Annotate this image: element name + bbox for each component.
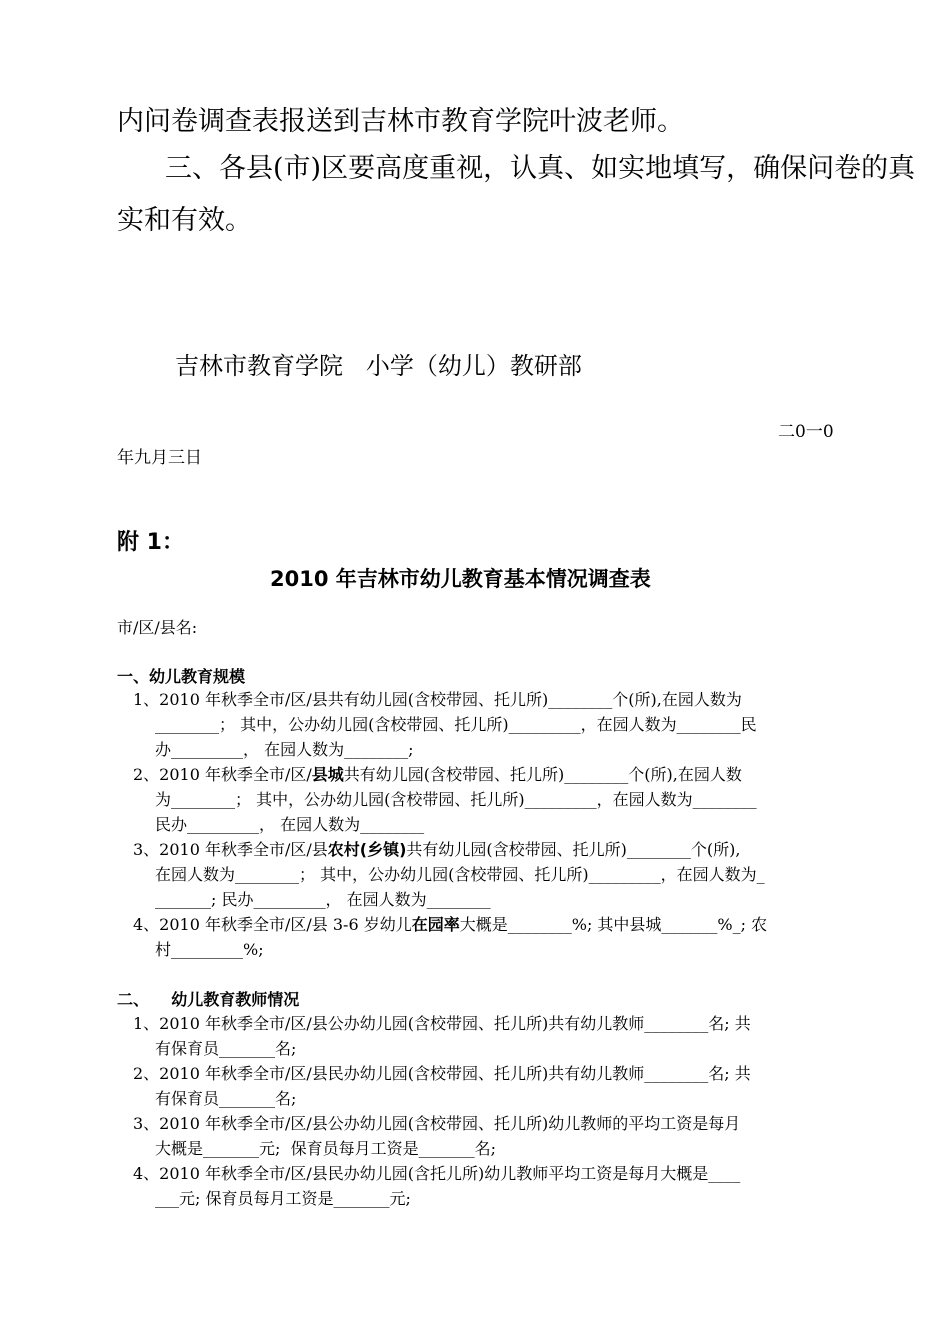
form-title: 2010 年吉林市幼儿教育基本情况调查表 [270, 567, 651, 591]
question-line: 1、2010 年秋季全市/区/县共有幼儿园(含校带园、托儿所)________个(所),在园人数为 [133, 690, 742, 709]
region-label: 市/区/县名: [117, 618, 198, 637]
question-line: 2、2010 年秋季全市/区/县民办幼儿园(含校带园、托儿所)共有幼儿教师________名; 共 [133, 1064, 751, 1083]
intro-item-three-line: 三、各县(市)区要高度重视，认真、如实地填写，确保问卷的真 [165, 153, 916, 184]
date-month-day: 年九月三日 [117, 448, 202, 468]
date-year: 二0一0 [778, 422, 834, 442]
question-line [133, 838, 740, 862]
question-line: 1、2010 年秋季全市/区/县公办幼儿园(含校带园、托儿所)共有幼儿教师________名; 共 [133, 1014, 751, 1033]
question-text: 大概是________%; 其中县城_______%_; 农 [459, 915, 768, 934]
question-line: 有保育员_______名; [155, 1089, 297, 1108]
question-line: 村_________%; [155, 940, 264, 959]
question-line: ___元; 保育员每月工资是_______元; [155, 1189, 411, 1208]
question-line: 有保育员_______名; [155, 1039, 297, 1058]
intro-paragraph-line: 内问卷调查表报送到吉林市教育学院叶波老师。 [117, 106, 684, 137]
question-line: 在园人数为________； 其中，公办幼儿园(含校带园、托儿所)_________，在园人数为_ [155, 865, 765, 884]
question-text: 3、2010 年秋季全市/区/县 [133, 840, 328, 859]
attachment-label: 附 1： [117, 530, 184, 555]
section-heading: 一、幼儿教育规模 [117, 667, 246, 686]
question-line [133, 913, 767, 937]
question-line: 大概是_______元; 保育员每月工资是_______名; [155, 1139, 496, 1158]
emphasis-text: 在园率 [411, 915, 460, 934]
question-line [133, 763, 742, 787]
emphasis-text: 县城 [311, 765, 344, 784]
question-text: 4、2010 年秋季全市/区/县 3-6 岁幼儿 [133, 915, 412, 934]
question-line: 为________； 其中，公办幼儿园(含校带园、托儿所)_________，在园人数为________ [155, 790, 757, 809]
question-line: ________； 其中，公办幼儿园(含校带园、托儿所)_________，在园人数为________民 [155, 715, 757, 734]
signature: 吉林市教育学院 小学（幼儿）教研部 [175, 352, 582, 380]
question-line: _______; 民办_________， 在园人数为________ [155, 890, 491, 909]
emphasis-text: 农村(乡镇) [327, 840, 407, 859]
question-line: 办_________， 在园人数为________; [155, 740, 414, 759]
question-text: 共有幼儿园(含校带园、托儿所)________个(所), [406, 840, 741, 859]
question-line: 民办_________， 在园人数为________ [155, 815, 425, 834]
question-line: 3、2010 年秋季全市/区/县公办幼儿园(含校带园、托儿所)幼儿教师的平均工资是每月 [133, 1114, 741, 1133]
question-text: 2、2010 年秋季全市/区/ [133, 765, 312, 784]
section-heading: 二、 幼儿教育教师情况 [117, 990, 300, 1009]
question-text: 共有幼儿园(含校带园、托儿所)________个(所),在园人数 [343, 765, 742, 784]
intro-item-three-continuation: 实和有效。 [117, 205, 252, 236]
question-line: 4、2010 年秋季全市/区/县民办幼儿园(含托儿所)幼儿教师平均工资是每月大概是____ [133, 1164, 741, 1183]
